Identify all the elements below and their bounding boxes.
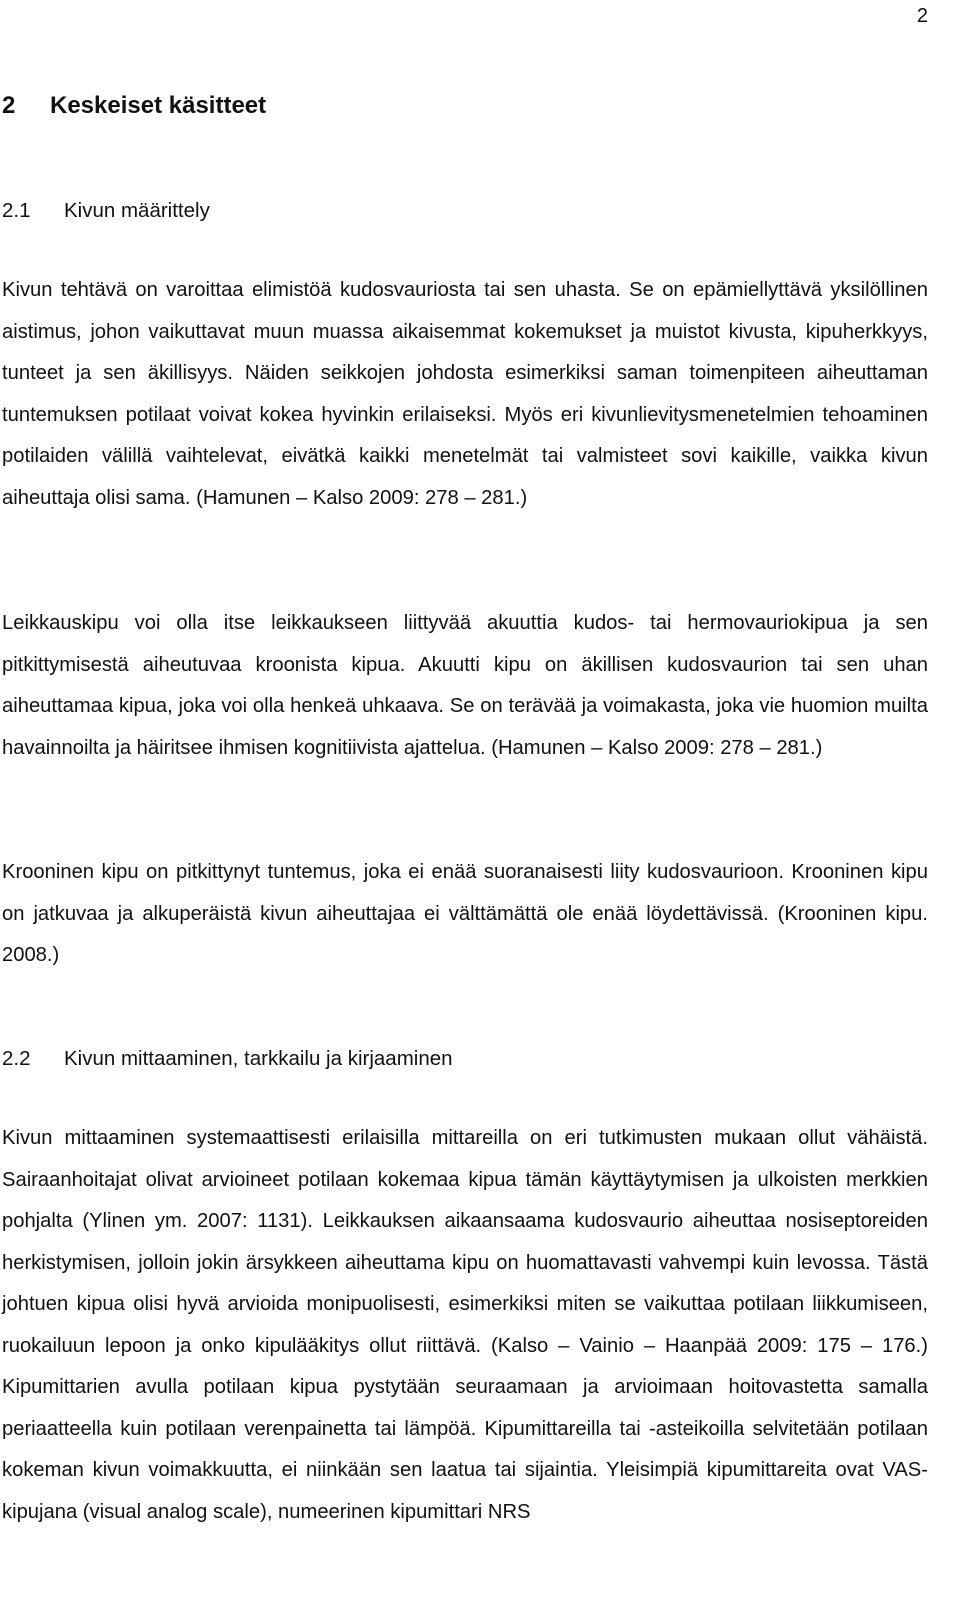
section-title: Kivun määrittely (64, 199, 210, 222)
page-number: 2 (916, 5, 928, 27)
chapter-title: Keskeiset käsitteet (50, 92, 267, 119)
section-title: Kivun mittaaminen, tarkkailu ja kirjaaminen (64, 1047, 453, 1070)
chapter-number: 2 (2, 92, 16, 119)
chapter-heading (2, 90, 266, 122)
paragraph-pain-measurement: Kivun mittaaminen systemaattisesti erilaisilla mittareilla on eri tutkimusten mukaan ollut vähäistä. Sairaanhoitajat olivat arvioineet potilaan kokemaa kipua tämän käyttäytymisen ja ulkoisten merkkien pohjalta (Ylinen ym. 2007: 1131). Leikkauksen aikaansaama kudosvaurio aiheuttaa nosiseptoreiden herkistymisen, jolloin jokin ärsykkeen aiheuttama kipu on huomattavasti vahvempi kuin levossa. Tästä johtuen kipua olisi hyvä arvioida monipuolisesti, esimerkiksi miten se vaikuttaa potilaan liikkumiseen, ruokailuun lepoon ja onko kipulääkitys ollut riittävä. (Kalso – Vainio – Haanpää 2009: 175 – 176.) Kipumittarien avulla potilaan kipua pystytään seuraamaan ja arvioimaan hoitovastetta samalla periaatteella kuin potilaan verenpainetta tai lämpöä. Kipumittareilla tai -asteikoilla selvitetään potilaan kokeman kivun voimakkuutta, ei niinkään sen laatua tai sijaintia. Yleisimpiä kipumittareita ovat VAS-kipujana (visual analog scale), numeerinen kipumittari NRS (2, 1127, 928, 1523)
paragraph-pain-definition: Kivun tehtävä on varoittaa elimistöä kudosvauriosta tai sen uhasta. Se on epämiellyttävä yksilöllinen aistimus, johon vaikuttavat muun muassa aikaisemmat kokemukset ja muistot kivusta, kipuherkkyys, tunteet ja sen äkillisyys. Näiden seikkojen johdosta esimerkiksi saman toimenpiteen aiheuttaman tuntemuksen potilaat voivat kokea hyvinkin erilaiseksi. Myös eri kivunlievitysmenetelmien tehoaminen potilaiden välillä vaihtelevat, eivätkä kaikki menetelmät tai valmisteet sovi kaikille, vaikka kivun aiheuttaja olisi sama. (Hamunen – Kalso 2009: 278 – 281.) (2, 279, 928, 509)
section-number: 2.1 (2, 199, 31, 222)
section-number: 2.2 (2, 1047, 31, 1070)
paragraph-surgical-pain: Leikkauskipu voi olla itse leikkaukseen liittyvää akuuttia kudos- tai hermovauriokipua ja sen pitkittymisestä aiheutuvaa kroonista kipua. Akuutti kipu on äkillisen kudosvaurion tai sen uhan aiheuttamaa kipua, joka voi olla henkeä uhkaava. Se on terävää ja voimakasta, joka vie huomion muilta havainnoilta ja häiritsee ihmisen kognitiivista ajattelua. (Hamunen – Kalso 2009: 278 – 281.) (2, 612, 928, 759)
section-heading-2-1 (2, 196, 210, 226)
paragraph-chronic-pain: Krooninen kipu on pitkittynyt tuntemus, joka ei enää suoranaisesti liity kudosvaurioon. Krooninen kipu on jatkuvaa ja alkuperäistä kivun aiheuttajaa ei välttämättä ole enää löydettävissä. (Krooninen kipu. 2008.) (2, 861, 928, 966)
section-heading-2-2 (2, 1044, 453, 1074)
